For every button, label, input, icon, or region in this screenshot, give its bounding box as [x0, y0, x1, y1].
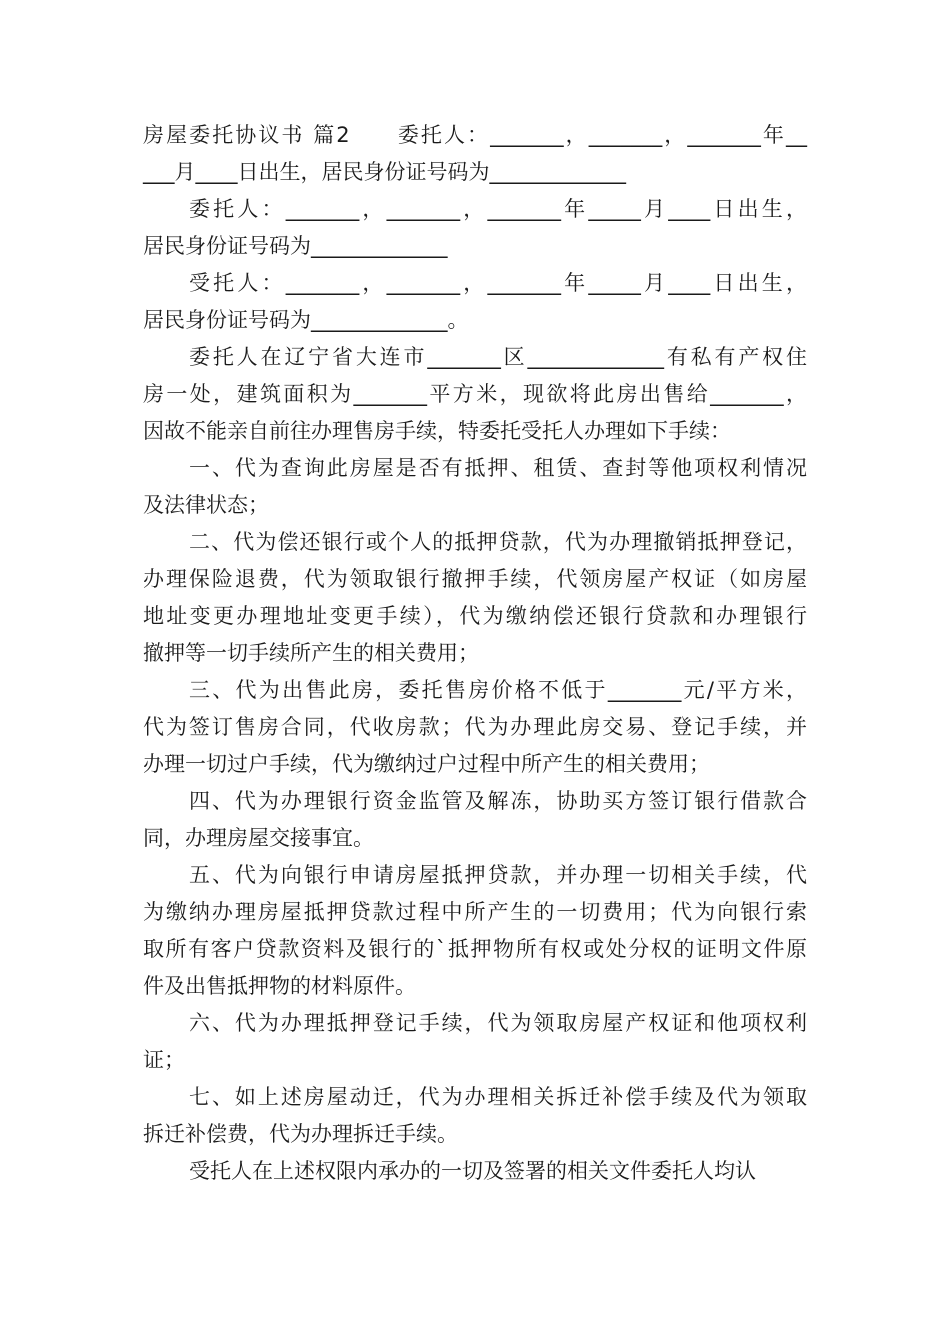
- text-line: ___月____日出生，居民身份证号码为_____________: [143, 160, 626, 184]
- text-line: 委托人：_______，_______，_______年_____月____日出生，: [189, 197, 807, 221]
- text-line: 办理保险退费，代为领取银行撤押手续，代领房屋产权证（如房屋: [143, 567, 807, 591]
- text-line: 受托人在上述权限内承办的一切及签署的相关文件委托人均认: [189, 1159, 756, 1183]
- text-line: 撤押等一切手续所产生的相关费用；: [143, 641, 479, 665]
- text-line: 为缴纳办理房屋抵押贷款过程中所产生的一切费用；代为向银行索: [143, 900, 807, 924]
- text-line: 地址变更办理地址变更手续），代为缴纳偿还银行贷款和办理银行: [143, 604, 807, 628]
- text-line: 办理一切过户手续，代为缴纳过户过程中所产生的相关费用；: [143, 752, 710, 776]
- title-line: 房屋委托协议书 篇2 委托人：_______，_______，_______年__: [143, 123, 807, 147]
- text-line: 受托人：_______，_______，_______年_____月____日出生，: [189, 271, 807, 295]
- text-line: 居民身份证号码为_____________: [143, 234, 448, 258]
- document-body: [143, 117, 807, 1190]
- text-line: 六、代为办理抵押登记手续，代为领取房屋产权证和他项权利: [189, 1011, 807, 1035]
- text-line: 房一处，建筑面积为_______平方米，现欲将此房出售给_______，: [143, 382, 807, 406]
- text-line: 件及出售抵押物的材料原件。: [143, 974, 416, 998]
- text-line: 同，办理房屋交接事宜。: [143, 826, 374, 850]
- text-line: 七、如上述房屋动迁，代为办理相关拆迁补偿手续及代为领取: [189, 1085, 807, 1109]
- text-line: 五、代为向银行申请房屋抵押贷款，并办理一切相关手续，代: [189, 863, 807, 887]
- text-line: 代为签订售房合同，代收房款；代为办理此房交易、登记手续，并: [143, 715, 807, 739]
- text-line: 取所有客户贷款资料及银行的`抵押物所有权或处分权的证明文件原: [143, 937, 807, 961]
- text-line: 证；: [143, 1048, 185, 1072]
- text-line: 因故不能亲自前往办理售房手续，特委托受托人办理如下手续：: [143, 419, 731, 443]
- text-line: 四、代为办理银行资金监管及解冻，协助买方签订银行借款合: [189, 789, 807, 813]
- text-line: 二、代为偿还银行或个人的抵押贷款，代为办理撤销抵押登记，: [189, 530, 807, 554]
- text-line: 委托人在辽宁省大连市_______区_____________有私有产权住: [189, 345, 807, 369]
- text-line: 及法律状态；: [143, 493, 269, 517]
- text-line: 拆迁补偿费，代为办理拆迁手续。: [143, 1122, 458, 1146]
- text-line: 一、代为查询此房屋是否有抵押、租赁、查封等他项权利情况: [189, 456, 807, 480]
- text-line: 三、代为出售此房，委托售房价格不低于_______元/平方米，: [189, 678, 807, 702]
- text-line: 居民身份证号码为_____________。: [143, 308, 469, 332]
